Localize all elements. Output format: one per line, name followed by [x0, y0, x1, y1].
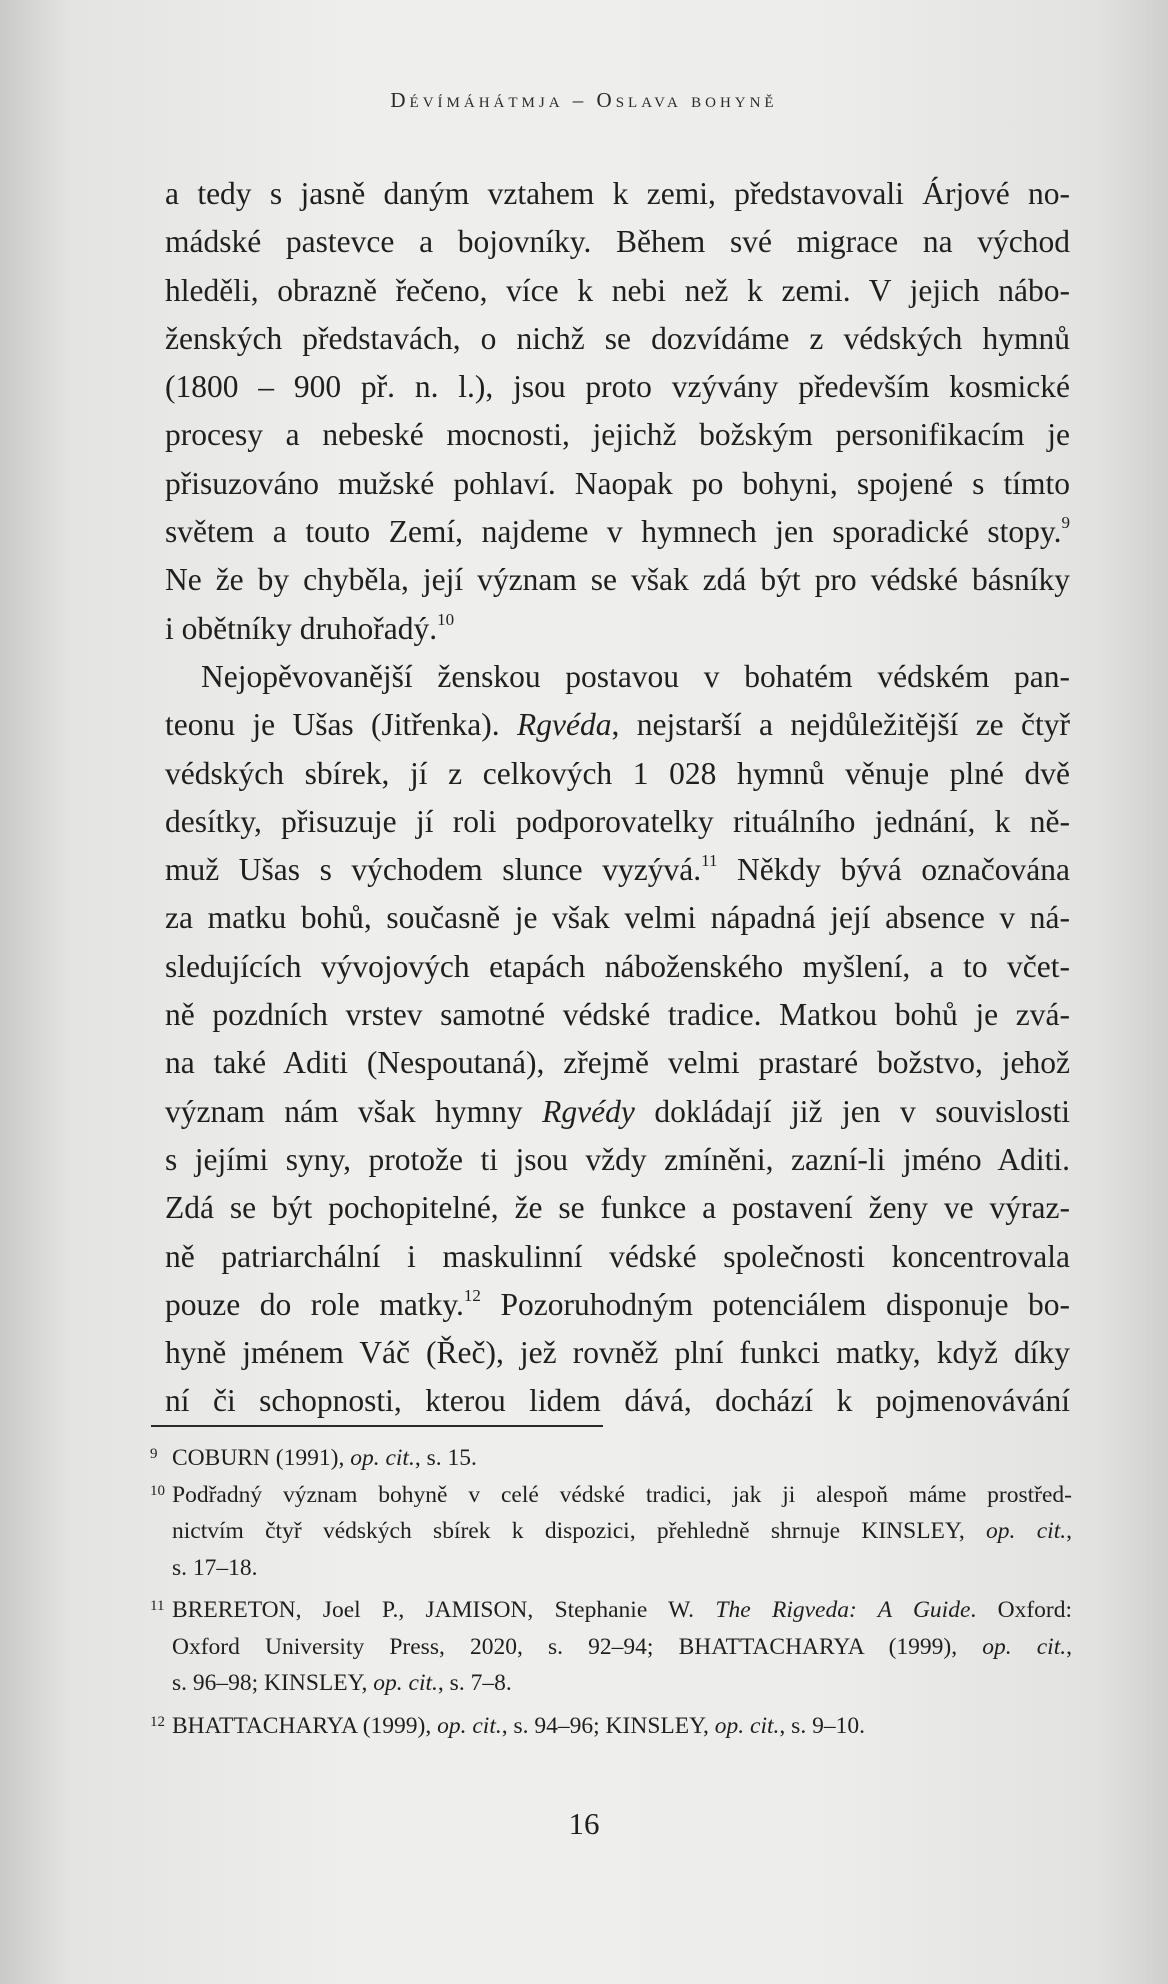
footnote-text: , s. 94–96; KINSLEY, — [501, 1712, 715, 1739]
text-line: ní či schopnosti, kterou lidem dává, dochází k pojmenovávání — [165, 1383, 1070, 1419]
footnote-10 — [150, 1477, 1072, 1514]
line-text: teonu je Ušas (Jitřenka). — [165, 707, 517, 743]
text-line — [165, 605, 1070, 653]
footnote-italic: The Rigveda: A Guide — [715, 1597, 971, 1623]
running-head: Dévímáhátmja – Oslava bohyně — [390, 88, 778, 112]
line-text: pouze do role matky. — [165, 1286, 464, 1322]
footnote-number: 10 — [150, 1482, 165, 1499]
footnote-10-line: s. 17–18. — [172, 1554, 258, 1581]
text-line — [165, 1281, 1070, 1329]
line-text: význam nám však hymny — [165, 1093, 543, 1129]
footnote-11-line — [150, 1665, 1072, 1702]
footnote-italic: op. cit. — [350, 1445, 415, 1471]
text-line: (1800 – 900 př. n. l.), jsou proto vzývány především kosmické — [165, 369, 1070, 405]
footnote-text: Podřadný význam bohyně v celé védské tradici, jak ji alespoň máme prostřed- — [172, 1481, 1072, 1508]
footnote-italic: op. cit. — [986, 1518, 1067, 1544]
footnote-italic: op. cit. — [437, 1712, 502, 1739]
footnote-number: 12 — [150, 1713, 165, 1730]
text-line: védských sbírek, jí z celkových 1 028 hymnů věnuje plné dvě — [165, 755, 1070, 791]
line-text: světem a touto Zemí, najdeme v hymnech jen sporadické stopy. — [165, 514, 1062, 550]
line-text: Někdy bývá označována — [717, 852, 1071, 888]
footnote-italic: op. cit. — [982, 1633, 1067, 1660]
footnote-ref: 12 — [463, 1285, 481, 1305]
footnote-12 — [150, 1708, 1072, 1745]
footnote-text: COBURN (1991), — [172, 1445, 351, 1471]
text-line: s jejími syny, protože ti jsou vždy zmíněni, zazní-li jméno Aditi. — [165, 1141, 1070, 1177]
text-line: ženských představách, o nichž se dozvídáme z védských hymnů — [165, 320, 1070, 356]
footnote-ref: 10 — [437, 609, 455, 629]
footnote-text: , s. 15. — [414, 1445, 477, 1471]
text-line: ně pozdních vrstev samotné védské tradice. Matkou bohů je zvá- — [165, 997, 1070, 1033]
text-line — [165, 508, 1070, 556]
text-line — [165, 701, 1070, 749]
line-text: muž Ušas s východem slunce vyzývá. — [165, 852, 702, 888]
footnote-10-line — [150, 1513, 1072, 1550]
footnote-italic: op. cit. — [714, 1712, 780, 1739]
text-line: ně patriarchální i maskulinní védské společnosti koncentrovala — [165, 1238, 1070, 1274]
page-number: 16 — [568, 1806, 600, 1841]
footnote-text: BHATTACHARYA (1999), — [172, 1712, 438, 1739]
text-line: mádské pastevce a bojovníky. Během své migrace na východ — [165, 224, 1070, 260]
footnotes — [150, 1440, 1072, 1744]
italic-title: Rgvéda — [517, 707, 612, 743]
footnote-ref: 11 — [701, 851, 718, 871]
text-line: Ne že by chyběla, její význam se však zdá být pro védské básníky — [165, 562, 1070, 598]
footnote-ref: 9 — [1061, 513, 1070, 533]
line-text: i obětníky druhořadý. — [165, 610, 438, 646]
line-text: dokládají již jen v souvislosti — [634, 1093, 1070, 1129]
text-line — [165, 846, 1070, 894]
line-text: , nejstarší a nejdůležitější ze čtyř — [611, 707, 1071, 743]
footnote-number: 9 — [150, 1446, 158, 1462]
footnote-text: Oxford University Press, 2020, s. 92–94; BHATTACHARYA (1999), — [172, 1633, 983, 1660]
text-line: hleděli, obrazně řečeno, více k nebi než k zemi. V jejich nábo- — [165, 272, 1070, 308]
text-line: přisuzováno mužské pohlaví. Naopak po bohyni, spojené s tímto — [165, 465, 1070, 501]
text-line: sledujících vývojových etapách náboženského myšlení, a to včet- — [165, 948, 1070, 984]
text-line: desítky, přisuzuje jí roli podporovatelky rituálního jednání, k ně- — [165, 803, 1070, 839]
footnote-text: , — [1066, 1518, 1072, 1544]
footnote-text: , s. 9–10. — [779, 1712, 865, 1739]
text-line: procesy a nebeské mocnosti, jejichž božským personifikacím je — [165, 417, 1070, 453]
footnote-text: , s. 7–8. — [437, 1670, 512, 1696]
text-line: hyně jménem Váč (Řeč), jež rovněž plní funkci matky, když díky — [165, 1335, 1070, 1371]
text-line — [165, 1088, 1070, 1136]
footnote-text: s. 96–98; KINSLEY, — [172, 1670, 374, 1696]
footnote-11-line — [150, 1629, 1072, 1666]
text-line: a tedy s jasně daným vztahem k zemi, představovali Árjové no- — [165, 176, 1070, 211]
footnote-text: , — [1066, 1633, 1072, 1660]
footnote-9 — [150, 1440, 1072, 1477]
text-line: Zdá se být pochopitelné, že se funkce a postavení ženy ve výraz- — [165, 1190, 1070, 1226]
footnote-divider — [151, 1425, 603, 1427]
footnote-text: nictvím čtyř védských sbírek k dispozici, přehledně shrnuje KINSLEY, — [172, 1518, 987, 1544]
footnote-italic: op. cit. — [373, 1670, 438, 1696]
footnote-text: . Oxford: — [970, 1597, 1072, 1623]
text-line: Nejopěvovanější ženskou postavou v bohatém védském pan- — [201, 658, 1070, 694]
line-text: Pozoruhodným potenciálem disponuje bo- — [480, 1286, 1071, 1322]
footnote-text: BRERETON, Joel P., JAMISON, Stephanie W. — [172, 1597, 716, 1623]
footnote-number: 11 — [150, 1598, 165, 1614]
italic-title: Rgvédy — [542, 1093, 635, 1129]
text-line: za matku bohů, současně je však velmi nápadná její absence v ná- — [165, 900, 1070, 936]
main-text — [165, 170, 1070, 1426]
text-line: na také Aditi (Nespoutaná), zřejmě velmi prastaré božstvo, jehož — [165, 1045, 1070, 1081]
footnote-11 — [150, 1592, 1072, 1629]
